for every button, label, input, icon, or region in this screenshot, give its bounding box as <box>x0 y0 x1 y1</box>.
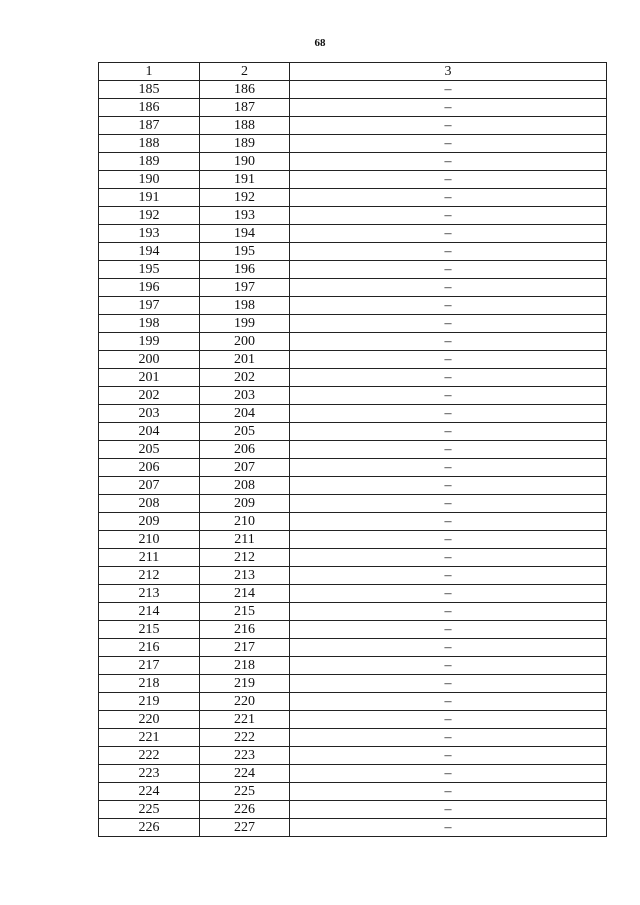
table-row <box>99 783 607 801</box>
table-cell-col-3: – <box>290 621 607 639</box>
table-cell-col-2: 204 <box>200 405 290 423</box>
table-cell-col-2: 186 <box>200 81 290 99</box>
table-row <box>99 135 607 153</box>
table-cell-col-2: 215 <box>200 603 290 621</box>
table-cell-col-3: – <box>290 477 607 495</box>
table-cell-col-3: – <box>290 495 607 513</box>
table-row <box>99 585 607 603</box>
table-cell-col-3: – <box>290 729 607 747</box>
table-cell-col-1: 204 <box>99 423 200 441</box>
table-cell-col-3: – <box>290 585 607 603</box>
table-row <box>99 567 607 585</box>
table-cell-col-1: 192 <box>99 207 200 225</box>
table-row <box>99 693 607 711</box>
table-cell-col-3: – <box>290 441 607 459</box>
table-cell-col-2: 206 <box>200 441 290 459</box>
table-row <box>99 243 607 261</box>
table-cell-col-2: 192 <box>200 189 290 207</box>
table-row <box>99 765 607 783</box>
table-cell-col-2: 210 <box>200 513 290 531</box>
table-cell-col-1: 224 <box>99 783 200 801</box>
table-cell-col-2: 207 <box>200 459 290 477</box>
table-row <box>99 225 607 243</box>
table-cell-col-1: 193 <box>99 225 200 243</box>
table-cell-col-2: 195 <box>200 243 290 261</box>
table-cell-col-3: – <box>290 243 607 261</box>
table-cell-col-3: – <box>290 513 607 531</box>
data-table <box>98 62 607 837</box>
table-row <box>99 117 607 135</box>
table-cell-col-2: 190 <box>200 153 290 171</box>
table-cell-col-1: 214 <box>99 603 200 621</box>
table-cell-col-3: – <box>290 711 607 729</box>
table-cell-col-3: – <box>290 405 607 423</box>
table-row <box>99 279 607 297</box>
table-cell-col-3: – <box>290 459 607 477</box>
table-cell-col-2: 225 <box>200 783 290 801</box>
table-cell-col-2: 203 <box>200 387 290 405</box>
table-cell-col-2: 224 <box>200 765 290 783</box>
table-cell-col-1: 219 <box>99 693 200 711</box>
table-cell-col-3: – <box>290 99 607 117</box>
table-cell-col-3: – <box>290 567 607 585</box>
table-cell-col-1: 206 <box>99 459 200 477</box>
table-cell-col-2: 196 <box>200 261 290 279</box>
table-cell-col-1: 197 <box>99 297 200 315</box>
table-cell-col-3: – <box>290 261 607 279</box>
table-cell-col-3: – <box>290 279 607 297</box>
table-cell-col-3: – <box>290 387 607 405</box>
table-row <box>99 657 607 675</box>
table-cell-col-1: 187 <box>99 117 200 135</box>
table-cell-col-1: 202 <box>99 387 200 405</box>
table-row <box>99 81 607 99</box>
table-cell-col-2: 220 <box>200 693 290 711</box>
table-row <box>99 639 607 657</box>
table-cell-col-2: 193 <box>200 207 290 225</box>
table-cell-col-1: 207 <box>99 477 200 495</box>
table-cell-col-2: 222 <box>200 729 290 747</box>
table-cell-col-2: 216 <box>200 621 290 639</box>
table-row <box>99 747 607 765</box>
table-cell-col-1: 217 <box>99 657 200 675</box>
table-cell-col-1: 199 <box>99 333 200 351</box>
table-row <box>99 801 607 819</box>
table-cell-col-2: 187 <box>200 99 290 117</box>
table-cell-col-3: – <box>290 549 607 567</box>
table-row <box>99 369 607 387</box>
table-cell-col-3: – <box>290 819 607 837</box>
table-cell-col-1: 211 <box>99 549 200 567</box>
table-cell-col-3: – <box>290 207 607 225</box>
column-header-1: 1 <box>99 63 200 81</box>
table-row <box>99 315 607 333</box>
table-cell-col-3: – <box>290 135 607 153</box>
table-cell-col-3: – <box>290 639 607 657</box>
table-cell-col-2: 226 <box>200 801 290 819</box>
table-row <box>99 387 607 405</box>
table-cell-col-3: – <box>290 315 607 333</box>
table-row <box>99 189 607 207</box>
table-cell-col-3: – <box>290 693 607 711</box>
table-cell-col-1: 209 <box>99 513 200 531</box>
table-cell-col-2: 208 <box>200 477 290 495</box>
table-cell-col-1: 216 <box>99 639 200 657</box>
table-cell-col-2: 209 <box>200 495 290 513</box>
table-cell-col-1: 200 <box>99 351 200 369</box>
table-row <box>99 549 607 567</box>
table-cell-col-1: 201 <box>99 369 200 387</box>
table-row <box>99 171 607 189</box>
table-cell-col-2: 219 <box>200 675 290 693</box>
table-cell-col-1: 223 <box>99 765 200 783</box>
table-cell-col-3: – <box>290 81 607 99</box>
table-row <box>99 333 607 351</box>
table-cell-col-1: 222 <box>99 747 200 765</box>
table-row <box>99 621 607 639</box>
table-cell-col-3: – <box>290 153 607 171</box>
page-number: 68 <box>314 37 326 49</box>
table-cell-col-1: 191 <box>99 189 200 207</box>
table-cell-col-1: 212 <box>99 567 200 585</box>
table-cell-col-2: 200 <box>200 333 290 351</box>
table-row <box>99 513 607 531</box>
table-cell-col-3: – <box>290 171 607 189</box>
table-cell-col-2: 227 <box>200 819 290 837</box>
table-cell-col-3: – <box>290 189 607 207</box>
table-row <box>99 729 607 747</box>
table-cell-col-3: – <box>290 369 607 387</box>
table-cell-col-3: – <box>290 765 607 783</box>
table-row <box>99 405 607 423</box>
table-cell-col-2: 194 <box>200 225 290 243</box>
table-row <box>99 207 607 225</box>
table-row <box>99 297 607 315</box>
table-cell-col-1: 186 <box>99 99 200 117</box>
table-cell-col-2: 205 <box>200 423 290 441</box>
table-cell-col-2: 217 <box>200 639 290 657</box>
table-cell-col-1: 190 <box>99 171 200 189</box>
table-cell-col-2: 214 <box>200 585 290 603</box>
table-cell-col-3: – <box>290 333 607 351</box>
table-cell-col-1: 220 <box>99 711 200 729</box>
table-cell-col-1: 225 <box>99 801 200 819</box>
table-cell-col-2: 212 <box>200 549 290 567</box>
table-row <box>99 423 607 441</box>
table-cell-col-2: 211 <box>200 531 290 549</box>
table-cell-col-1: 203 <box>99 405 200 423</box>
table-row <box>99 711 607 729</box>
table-row <box>99 153 607 171</box>
table-cell-col-3: – <box>290 657 607 675</box>
column-header-3: 3 <box>290 63 607 81</box>
table-row <box>99 261 607 279</box>
table-cell-col-1: 188 <box>99 135 200 153</box>
table-cell-col-3: – <box>290 117 607 135</box>
column-header-2: 2 <box>200 63 290 81</box>
table-cell-col-2: 218 <box>200 657 290 675</box>
table-cell-col-1: 218 <box>99 675 200 693</box>
table-cell-col-3: – <box>290 531 607 549</box>
table-cell-col-3: – <box>290 675 607 693</box>
table-cell-col-1: 185 <box>99 81 200 99</box>
header-row <box>99 63 607 81</box>
table-cell-col-2: 223 <box>200 747 290 765</box>
table-cell-col-3: – <box>290 423 607 441</box>
table-cell-col-1: 215 <box>99 621 200 639</box>
table-row <box>99 603 607 621</box>
table-row <box>99 99 607 117</box>
table-cell-col-3: – <box>290 747 607 765</box>
table-row <box>99 675 607 693</box>
table-cell-col-1: 221 <box>99 729 200 747</box>
table-cell-col-1: 196 <box>99 279 200 297</box>
table-cell-col-2: 191 <box>200 171 290 189</box>
table-cell-col-1: 198 <box>99 315 200 333</box>
table-cell-col-3: – <box>290 297 607 315</box>
table-cell-col-2: 213 <box>200 567 290 585</box>
table-row <box>99 477 607 495</box>
table-cell-col-2: 201 <box>200 351 290 369</box>
table-row <box>99 441 607 459</box>
table-cell-col-1: 195 <box>99 261 200 279</box>
table-cell-col-3: – <box>290 603 607 621</box>
table-cell-col-1: 194 <box>99 243 200 261</box>
table-cell-col-1: 189 <box>99 153 200 171</box>
table-cell-col-2: 198 <box>200 297 290 315</box>
table-row <box>99 351 607 369</box>
table-header <box>99 63 607 81</box>
table-cell-col-1: 205 <box>99 441 200 459</box>
table-cell-col-1: 226 <box>99 819 200 837</box>
table-cell-col-1: 208 <box>99 495 200 513</box>
table-cell-col-3: – <box>290 351 607 369</box>
table-row <box>99 819 607 837</box>
table-cell-col-2: 197 <box>200 279 290 297</box>
table-cell-col-2: 221 <box>200 711 290 729</box>
table-cell-col-3: – <box>290 225 607 243</box>
table-cell-col-2: 188 <box>200 117 290 135</box>
table-row <box>99 459 607 477</box>
table-cell-col-2: 202 <box>200 369 290 387</box>
table-row <box>99 531 607 549</box>
table-cell-col-1: 213 <box>99 585 200 603</box>
table-cell-col-3: – <box>290 801 607 819</box>
table-cell-col-2: 199 <box>200 315 290 333</box>
table-body <box>99 81 607 837</box>
table-row <box>99 495 607 513</box>
table-cell-col-2: 189 <box>200 135 290 153</box>
table-cell-col-1: 210 <box>99 531 200 549</box>
table-cell-col-3: – <box>290 783 607 801</box>
